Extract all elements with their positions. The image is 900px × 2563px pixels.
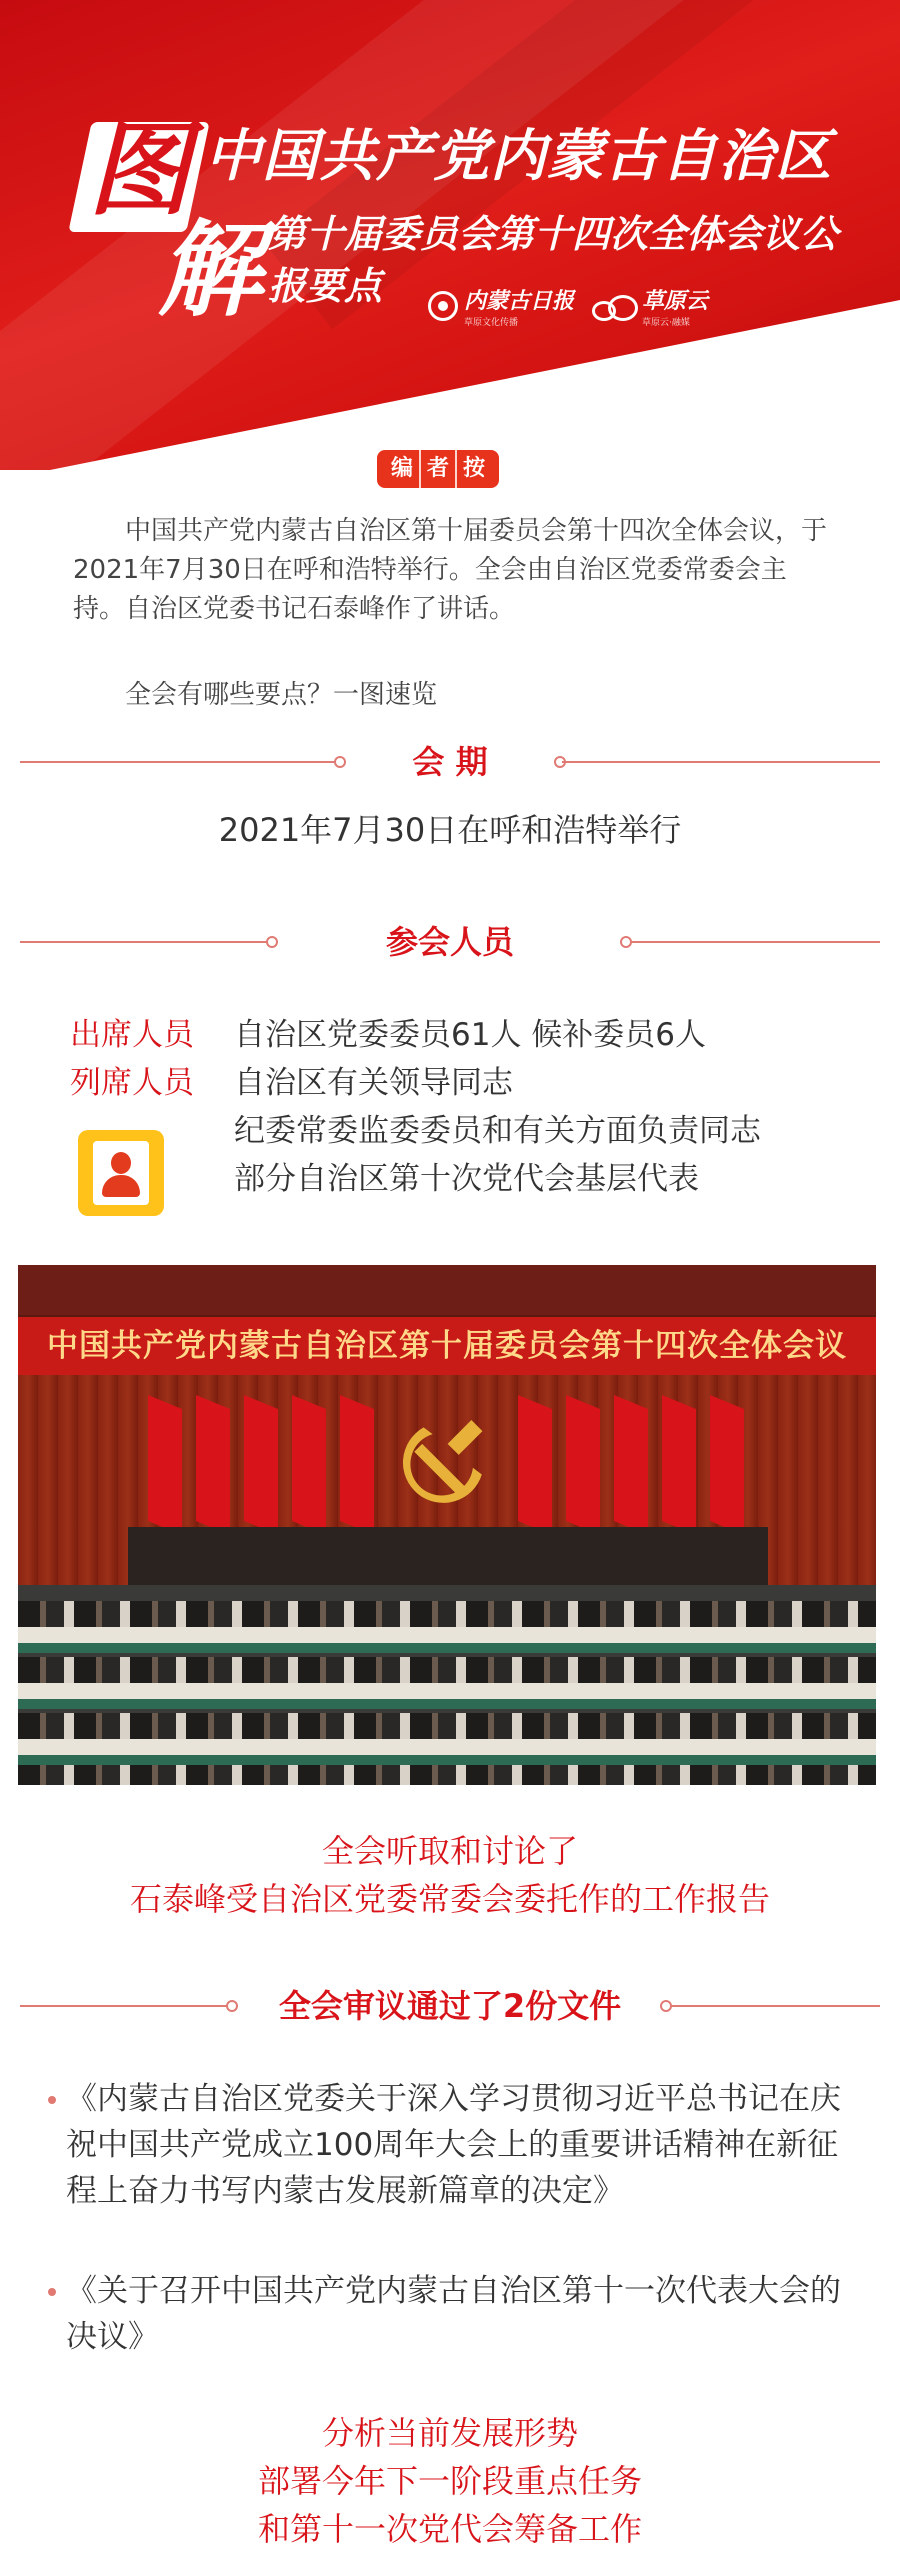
report-line: 全会听取和讨论了 bbox=[321, 1832, 578, 1870]
grassland-cloud-logo bbox=[592, 284, 708, 328]
tu-char: 图 bbox=[88, 111, 190, 230]
red-flag bbox=[244, 1395, 278, 1535]
red-flag bbox=[710, 1395, 744, 1535]
summary-line: 和第十一次党代会筹备工作 bbox=[257, 2510, 642, 2548]
person-card-icon bbox=[78, 1130, 164, 1216]
section-title: 全会审议通过了2份文件 bbox=[278, 1987, 622, 2025]
red-flag bbox=[614, 1395, 648, 1535]
header-banner bbox=[0, 0, 900, 470]
attendee-desc: 自治区党委委员61人 候补委员6人 bbox=[234, 1017, 707, 1053]
badge-char: 按 bbox=[455, 450, 491, 488]
red-flag bbox=[292, 1395, 326, 1535]
logo2-tag: 草原云·融媒 bbox=[642, 318, 690, 328]
attendee-extra: 部分自治区第十次党代会基层代表 bbox=[234, 1161, 699, 1197]
section-header-period bbox=[0, 740, 900, 784]
summary-line: 分析当前发展形势 bbox=[321, 2414, 578, 2452]
red-flag bbox=[518, 1395, 552, 1535]
jie-char: 解 bbox=[157, 209, 262, 331]
attendee-row bbox=[70, 1012, 706, 1058]
meeting-date: 2021年7月30日在呼和浩特举行 bbox=[218, 811, 682, 849]
logo1-name: 内蒙古日报 bbox=[464, 289, 575, 314]
desk-row bbox=[18, 1739, 876, 1755]
inner-mongolia-daily-logo bbox=[428, 284, 574, 328]
attendee-desc: 自治区有关领导同志 bbox=[234, 1065, 513, 1101]
red-flag bbox=[340, 1395, 374, 1535]
audience-row bbox=[18, 1601, 876, 1627]
attendee-extra: 纪委常委监委委员和有关方面负责同志 bbox=[234, 1113, 761, 1149]
red-flag bbox=[662, 1395, 696, 1535]
attendee-role: 列席人员 bbox=[70, 1065, 194, 1101]
editor-note-badge bbox=[377, 450, 499, 488]
daily-logo-icon bbox=[428, 291, 458, 321]
document-item: 《内蒙古自治区党委关于深入学习贯彻习近平总书记在庆祝中国共产党成立100周年大会上的重要讲话精神在新征程上奋力书写内蒙古发展新篇章的决定》 bbox=[48, 2076, 868, 2214]
attendee-role: 出席人员 bbox=[70, 1017, 194, 1053]
desk-green bbox=[18, 1699, 876, 1709]
audience-row bbox=[18, 1657, 876, 1683]
red-flag bbox=[566, 1395, 600, 1535]
presidium-stage bbox=[128, 1527, 768, 1587]
page-title: 中国共产党内蒙古自治区 bbox=[205, 124, 832, 189]
badge-char: 者 bbox=[419, 450, 455, 488]
attendee-row bbox=[70, 1060, 513, 1106]
badge-char: 编 bbox=[391, 456, 414, 481]
section-title: 会 期 bbox=[412, 743, 488, 781]
audience-row bbox=[18, 1765, 876, 1785]
red-flag bbox=[148, 1395, 182, 1535]
meeting-photo bbox=[18, 1265, 876, 1785]
hall-ceiling bbox=[18, 1265, 876, 1315]
document-item: 《关于召开中国共产党内蒙古自治区第十一次代表大会的决议》 bbox=[48, 2268, 868, 2360]
party-emblem-icon bbox=[390, 1405, 502, 1517]
section-title: 参会人员 bbox=[385, 923, 514, 961]
page-subtitle: 第十届委员会第十四次全体会议公报要点 bbox=[268, 212, 839, 308]
audience-row bbox=[18, 1713, 876, 1739]
hall-banner: 中国共产党内蒙古自治区第十届委员会第十四次全体会议 bbox=[18, 1317, 876, 1375]
desk-row bbox=[18, 1627, 876, 1643]
logo2-name: 草原云 bbox=[642, 289, 709, 314]
report-line: 石泰峰受自治区党委常委会委托作的工作报告 bbox=[129, 1880, 770, 1918]
media-logos bbox=[428, 286, 708, 326]
section-header-documents bbox=[0, 1984, 900, 2028]
logo1-tag: 草原文化传播 bbox=[464, 318, 519, 328]
person-head-shape bbox=[111, 1152, 131, 1174]
editor-note-question: 全会有哪些要点？一图速览 bbox=[125, 680, 438, 710]
summary-line: 部署今年下一阶段重点任务 bbox=[257, 2462, 642, 2500]
cloud-logo-icon bbox=[592, 295, 636, 317]
section-header-attendees bbox=[0, 920, 900, 964]
editor-note-paragraph: 中国共产党内蒙古自治区第十届委员会第十四次全体会议，于2021年7月30日在呼和浩特举行。全会由自治区党委常委会主持。自治区党委书记石泰峰作了讲话。 bbox=[73, 516, 828, 624]
desk-green bbox=[18, 1643, 876, 1653]
desk-green bbox=[18, 1755, 876, 1765]
desk-row bbox=[18, 1683, 876, 1699]
red-flag bbox=[196, 1395, 230, 1535]
